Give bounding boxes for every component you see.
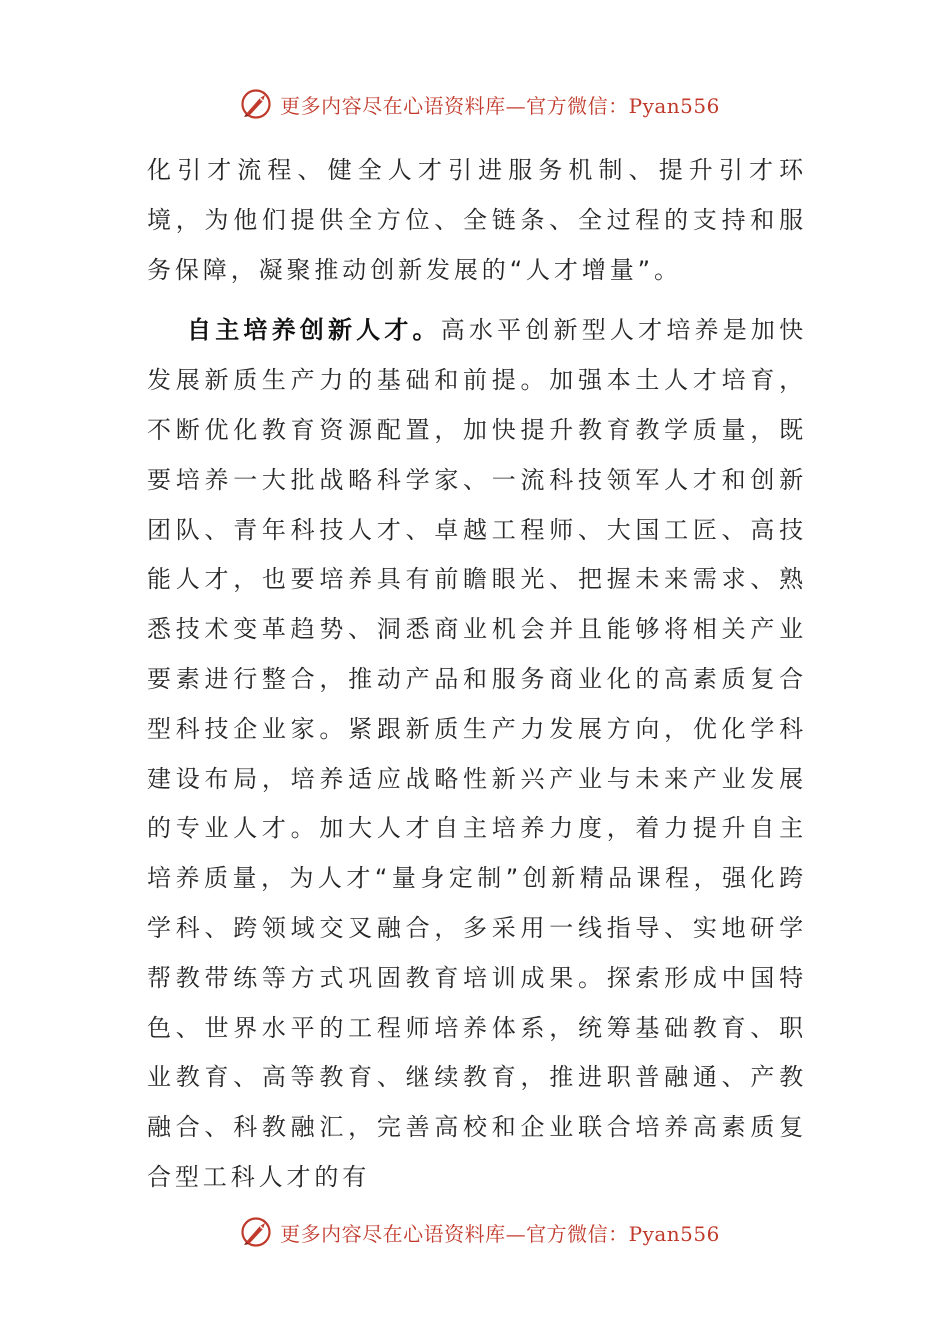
pen-nib-logo-icon bbox=[240, 1215, 274, 1249]
document-body bbox=[147, 146, 807, 1203]
pen-nib-logo-icon bbox=[240, 87, 274, 121]
header-banner bbox=[0, 84, 950, 124]
paragraph-1: 化引才流程、健全人才引进服务机制、提升引才环境，为他们提供全方位、全链条、全过程的支持和服务保障，凝聚推动创新发展的“人才增量”。 bbox=[147, 156, 807, 284]
header-banner-inner bbox=[240, 87, 720, 121]
footer-banner bbox=[0, 1212, 950, 1252]
paragraph-2 bbox=[147, 306, 807, 1202]
footer-banner-inner bbox=[240, 1215, 720, 1249]
footer-banner-text: 更多内容尽在心语资料库—官方微信：Pyan556 bbox=[280, 1221, 720, 1246]
paragraph-2-text: 高水平创新型人才培养是加快发展新质生产力的基础和前提。加强本土人才培育，不断优化教育资源配置，加快提升教育教学质量，既要培养一大批战略科学家、一流科技领军人才和创新团队、青年科技人才、卓越工程师、大国工匠、高技能人才，也要培养具有前瞻眼光、把握未来需求、熟悉技术变革趋势、洞悉商业机会并且能够将相关产业要素进行整合，推动产品和服务商业化的高素质复合型科技企业家。紧跟新质生产力发展方向，优化学科建设布局，培养适应战略性新兴产业与未来产业发展的专业人才。加大人才自主培养力度，着力提升自主培养质量，为人才“量身定制”创新精品课程，强化跨学科、跨领域交叉融合，多采用一线指导、实地研学帮教带练等方式巩固教育培训成果。探索形成中国特色、世界水平的工程师培养体系，统筹基础教育、职业教育、高等教育、继续教育，推进职普融通、产教融合、科教融汇，完善高校和企业联合培养高素质复合型工科人才的有 bbox=[147, 316, 808, 1191]
paragraph-2-lead: 自主培养创新人才。 bbox=[187, 316, 441, 345]
header-banner-text: 更多内容尽在心语资料库—官方微信：Pyan556 bbox=[280, 93, 720, 118]
